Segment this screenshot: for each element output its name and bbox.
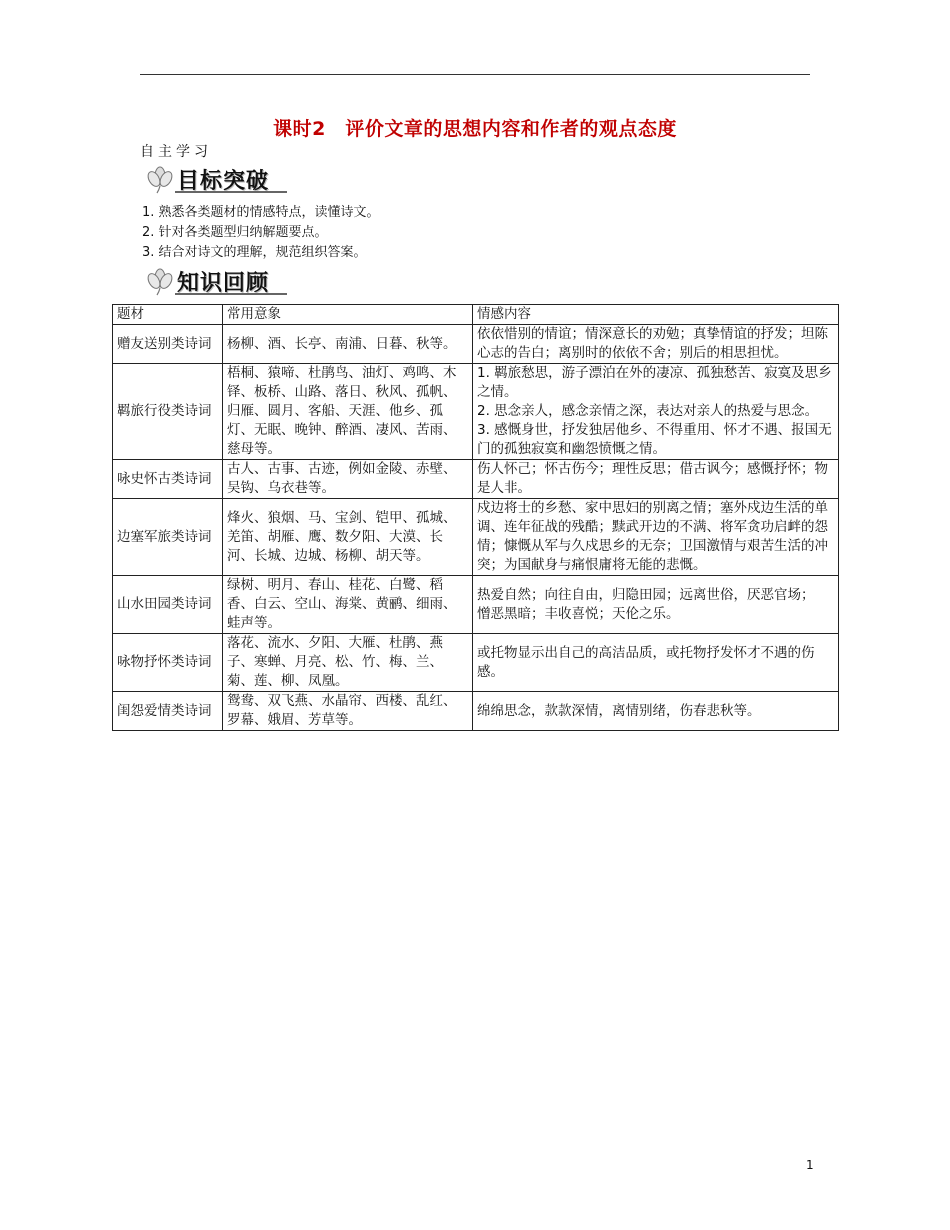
emotion-cell [473,692,839,731]
emotion-cell [473,576,839,634]
emotion-cell [473,499,839,576]
review-banner-text: 知识回顾 [177,271,270,296]
header-rule [140,74,810,75]
goal-item: 2. 针对各类题型归纳解题要点。 [142,225,328,240]
flower-icon [145,266,175,296]
table-row [113,325,839,364]
imagery-cell: 鸳鸯、双飞燕、水晶帘、西楼、乱红、罗幕、娥眉、芳草等。 [223,692,473,731]
emotion-text: 依依惜别的情谊；情深意长的劝勉；真挚情谊的抒发；坦陈心志的告白；离别时的依依不舍；别后的相思担忧。 [477,326,828,361]
header-genre: 题材 [113,305,223,325]
table-row [113,576,839,634]
emotion-cell [473,364,839,460]
emotion-cell [473,325,839,364]
genre-cell: 咏物抒怀类诗词 [113,634,223,692]
emotion-text: 3. 感慨身世，抒发独居他乡、不得重用、怀才不遇、报国无门的孤独寂寞和幽怨愤慨之情。 [477,422,832,457]
goal-item: 1. 熟悉各类题材的情感特点，读懂诗文。 [142,205,380,220]
table-row [113,364,839,460]
imagery-cell: 烽火、狼烟、马、宝剑、铠甲、孤城、羌笛、胡雁、鹰、数夕阳、大漠、长河、长城、边城、杨柳、胡天等。 [223,499,473,576]
emotion-text: 绵绵思念，款款深情，离情别绪，伤春悲秋等。 [477,702,761,719]
goals-banner-underline [175,191,287,193]
genre-cell: 赠友送别类诗词 [113,325,223,364]
emotion-text: 2. 思念亲人，感念亲情之深，表达对亲人的热爱与思念。 [477,403,819,419]
goals-list [142,203,380,263]
section-label: 自主学习 [140,144,212,160]
imagery-cell: 落花、流水、夕阳、大雁、杜鹃、燕子、寒蝉、月亮、松、竹、梅、兰、菊、莲、柳、凤凰。 [223,634,473,692]
imagery-cell: 梧桐、猿啼、杜鹃鸟、油灯、鸡鸣、木铎、板桥、山路、落日、秋风、孤帆、归雁、圆月、客船、天涯、他乡、孤灯、无眠、晚钟、醉酒、凄风、苦雨、慈母等。 [223,364,473,460]
imagery-cell: 绿树、明月、春山、桂花、白鹭、稻香、白云、空山、海棠、黄鹂、细雨、蛙声等。 [223,576,473,634]
lesson-title: 课时2 评价文章的思想内容和作者的观点态度 [273,118,677,140]
flower-icon [145,164,175,194]
review-banner-underline [175,293,287,295]
table-row [113,634,839,692]
table-row [113,499,839,576]
imagery-cell: 古人、古事、古迹，例如金陵、赤壁、吴钩、乌衣巷等。 [223,460,473,499]
emotion-text: 热爱自然；向往自由，归隐田园；远离世俗，厌恶官场； 憎恶黑暗；丰收喜悦；天伦之乐。 [477,586,822,622]
goals-banner-text: 目标突破 [177,169,270,194]
emotion-text: 戍边将士的乡愁、家中思妇的别离之情；塞外戍边生活的单调、连年征战的残酷；黩武开边的不满、将军贪功启衅的怨情；慷慨从军与久戍思乡的无奈；卫国激情与艰苦生活的冲突；为国献身与痛恨庸将无能的悲慨。 [477,500,828,573]
genre-cell: 边塞军旅类诗词 [113,499,223,576]
emotion-cell [473,634,839,692]
table-row [113,460,839,499]
genre-cell: 咏史怀古类诗词 [113,460,223,499]
genre-cell: 闺怨爱情类诗词 [113,692,223,731]
genre-cell: 山水田园类诗词 [113,576,223,634]
goal-item: 3. 结合对诗文的理解，规范组织答案。 [142,245,367,260]
page-number: 1 [806,1158,814,1172]
goals-banner [145,164,290,194]
genre-cell: 羁旅行役类诗词 [113,364,223,460]
imagery-cell: 杨柳、酒、长亭、南浦、日暮、秋等。 [223,325,473,364]
review-banner [145,266,290,296]
header-imagery: 常用意象 [223,305,473,325]
emotion-cell [473,460,839,499]
emotion-text: 1. 羁旅愁思，游子漂泊在外的凄凉、孤独愁苦、寂寞及思乡之情。 [477,365,832,400]
review-table [112,304,839,731]
table-header-row [113,305,839,325]
emotion-text: 伤人怀己；怀古伤今；理性反思；借古讽今；感慨抒怀；物是人非。 [477,461,828,496]
emotion-text: 或托物显示出自己的高洁品质，或托物抒发怀才不遇的伤感。 [477,644,815,680]
header-emotion: 情感内容 [473,305,839,325]
table-row [113,692,839,731]
